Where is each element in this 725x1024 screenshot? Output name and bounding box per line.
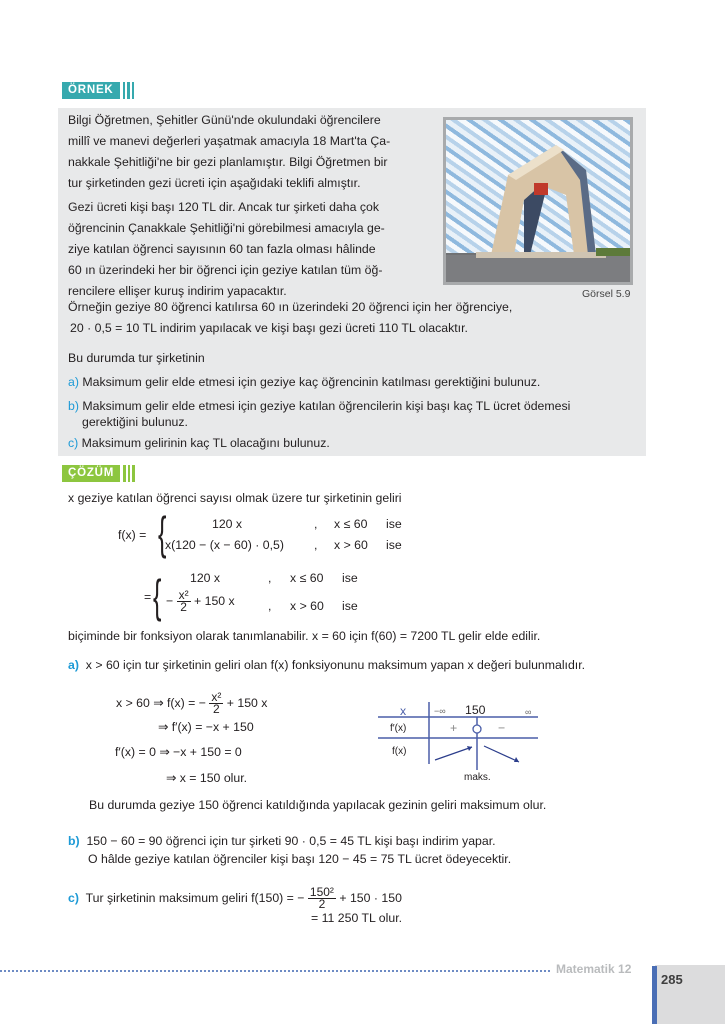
question-text: Maksimum gelir elde etmesi için geziye katılan öğrencilerin kişi başı kaç TL ücret ödemesi [82,399,571,413]
sign-table-pos-inf: ∞ [525,707,532,717]
numerator: 150² [309,885,334,899]
footer-dotted-rule [0,970,550,972]
text-line: 60 ın üzerindeki her bir öğrenci için geziye katılan tüm öğ- [68,263,383,277]
part-a-conclusion: Bu durumda geziye 150 öğrenci katıldığında yapılacak gezinin geliri maksimum olur. [89,798,547,812]
solution-after-text: biçiminde bir fonksiyon olarak tanımlanabilir. x = 60 için f(60) = 7200 TL gelir elde edilir. [68,629,541,643]
part-b-line-2: O hâlde geziye katılan öğrenciler kişi başı 120 − 45 = 75 TL ücret ödeyecektir. [88,852,512,866]
numerator: x² [211,690,222,704]
piece-1-ise: ise [386,517,402,531]
text-line: millî ve manevi değerleri yaşatmak amacıyla 18 Mart'ta Ça- [68,134,391,148]
example-tag-label: ÖRNEK [62,82,120,99]
piece-4-cond: x > 60 [290,599,324,613]
example-paragraph-1 [68,110,390,194]
solution-tag [62,465,135,482]
piece-2-sep: , [314,538,318,552]
piece-3-sep: , [268,571,272,585]
piece-1-expr: 120 x [212,517,243,531]
text-line: ziye katılan öğrenci sayısının 60 tan fazla olması hâlinde [68,242,376,256]
piece-2-ise: ise [386,538,402,552]
sign-table-deriv-label: f′(x) [390,723,407,734]
derivation-line-1 [116,692,267,715]
equals-sign: = [144,590,152,604]
part-c-line-2: = 11 250 TL olur. [311,911,403,925]
expr-pre: Tur şirketinin maksimum geliri f(150) = − [85,890,305,905]
increasing-arrow-icon [435,747,472,760]
piece-3-ise: ise [342,571,358,585]
sign-table-x-label: x [400,704,407,718]
tag-stripes-icon [123,82,135,99]
part-a-text [68,657,585,673]
expr-post: + 150 · 150 [339,890,402,905]
function-label: f(x) = [118,528,147,542]
numerator: x² [178,588,189,602]
text-line: rencilere ellişer kuruş indirim yapacaktır. [68,284,287,298]
piece-3-cond: x ≤ 60 [290,571,324,585]
part-text: x > 60 için tur şirketinin geliri olan f(x) fonksiyonunu maksimum yapan x değeri bulunmalıdır. [85,658,586,672]
part-key: c) [68,890,79,905]
question-key: b) [68,399,79,413]
footer-book-title: Matematik 12 [556,962,632,976]
image-caption: Görsel 5.9 [582,288,631,300]
canakkale-monument-photo [443,117,633,285]
derivation-line-2: ⇒ f′(x) = −x + 150 [158,720,254,734]
question-key: a) [68,375,79,389]
denominator: 2 [180,600,187,614]
denominator: 2 [213,702,220,716]
piece-1-cond: x ≤ 60 [334,517,368,531]
left-brace-icon: { [153,570,162,622]
question-c [68,433,330,454]
part-key: b) [68,834,80,848]
example-paragraph-3-line-1: Örneğin geziye 80 öğrenci katılırsa 60 ın üzerindeki 20 öğrenci için her öğrenciye, [68,300,513,314]
sign-table [378,702,548,782]
piece-4-ise: ise [342,599,358,613]
part-c-line-1 [68,887,402,910]
monument-illustration-icon [446,120,630,282]
derivation-line-3: f′(x) = 0 ⇒ −x + 150 = 0 [115,745,242,759]
sign-table-max-note: maks. [464,772,491,783]
expr-post: + 150 x [226,695,268,710]
example-tag [62,82,134,99]
piece-4-expr [166,590,235,613]
piece-4-sep: , [268,599,272,613]
text-line: Bilgi Öğretmen, Şehitler Günü'nde okulundaki öğrencilere [68,113,381,127]
question-b-continued: gerektiğini bulunuz. [82,415,188,429]
solution-tag-label: ÇÖZÜM [62,465,120,482]
decreasing-arrow-icon [484,746,519,762]
question-text: Maksimum gelir elde etmesi için geziye kaç öğrencinin katılması gerektiğini bulunuz. [82,375,541,389]
tag-stripes-icon [123,465,135,482]
question-intro: Bu durumda tur şirketinin [68,351,205,365]
sign-table-minus: − [498,721,506,735]
piece-1-sep: , [314,517,318,531]
text-line: tur şirketinden gezi ücreti için aşağıdaki teklifi almıştır. [68,176,361,190]
piece-3-expr: 120 x [190,571,221,585]
question-text: Maksimum gelirinin kaç TL olacağını bulunuz. [81,436,330,450]
question-key: c) [68,436,79,450]
piece-2-cond: x > 60 [334,538,368,552]
sign-table-plus: + [450,721,458,735]
piece-2-expr: x(120 − (x − 60) · 0,5) [165,538,284,552]
sign-table-critical: 150 [465,703,486,717]
question-a [68,372,540,393]
page-number: 285 [661,972,683,987]
page-accent-bar [652,966,657,1024]
text-line: öğrencinin Çanakkale Şehitliği'ni görebilmesi amacıyla ge- [68,221,385,235]
expr-rest: + 150 x [194,593,235,608]
left-brace-icon: { [158,507,167,559]
denominator: 2 [318,897,326,911]
fraction [308,887,336,910]
solution-intro: x geziye katılan öğrenci sayısı olmak üzere tur şirketinin geliri [68,491,402,505]
part-text: 150 − 60 = 90 öğrenci için tur şirketi 90 · 0,5 = 45 TL kişi başı indirim yapar. [86,834,496,848]
example-paragraph-3-line-2: 20 · 0,5 = 10 TL indirim yapılacak ve kişi başı gezi ücreti 110 TL olacaktır. [70,321,468,335]
text-line: Gezi ücreti kişi başı 120 TL dir. Ancak tur şirketi daha çok [68,200,379,214]
fraction [177,590,191,613]
part-key: a) [68,658,79,672]
fraction [209,692,223,715]
part-b-line-1 [68,833,496,849]
text-line: nakkale Şehitliği'ne bir gezi planlamıştır. Bilgi Öğretmen bir [68,155,388,169]
derivation-line-4: ⇒ x = 150 olur. [166,771,248,785]
example-paragraph-2 [68,197,385,302]
expr-pre: x > 60 ⇒ f(x) = − [116,695,206,710]
sign-table-func-label: f(x) [392,746,407,757]
sign-table-neg-inf: −∞ [434,706,446,716]
minus-sign: − [166,593,174,608]
